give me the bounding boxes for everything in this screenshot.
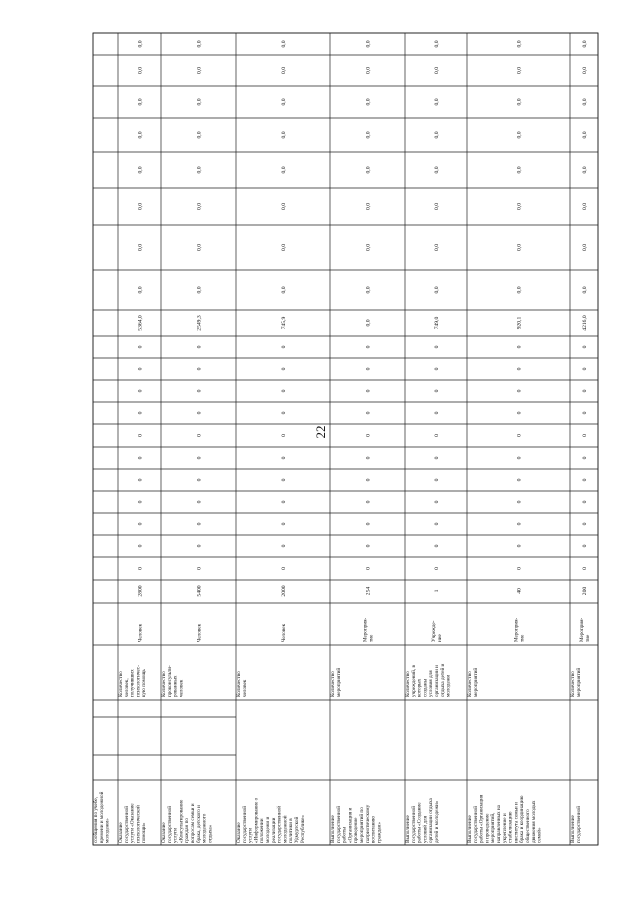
row-description-line: работы «Создание: [416, 802, 423, 843]
row-zero-value: 0: [196, 434, 203, 437]
row-finance-value: 0,0: [434, 98, 440, 106]
row-indicator: [161, 665, 184, 697]
row-description-line: Выполнение: [405, 815, 411, 843]
row-description-line: реализации: [270, 817, 277, 843]
row-description-line: граждан по: [184, 818, 191, 843]
row-zero-value: 0: [516, 522, 523, 526]
row-zero-value: 0: [582, 567, 588, 570]
row-indicator-line: Количество: [161, 671, 167, 697]
row-description-line: молодежи и: [265, 816, 271, 843]
row-indicator-line: человек: [241, 679, 248, 697]
row-finance-value: 0,0: [137, 166, 144, 174]
row-finance-value: 0,0: [281, 40, 287, 48]
row-finance-value: 0,0: [196, 203, 203, 210]
row-finance-value: 0,0: [434, 40, 440, 48]
row-zero-value: 0: [137, 544, 144, 548]
row-finance-value: 0,0: [137, 131, 144, 139]
row-zero-value: 0: [434, 456, 440, 460]
row-zero-value: 0: [137, 500, 144, 504]
row-finance-value: 0,0: [516, 286, 523, 294]
row-indicator-line: учреждений, в: [410, 665, 417, 697]
row-zero-value: 0: [434, 389, 440, 393]
row-zero-value: 0: [281, 434, 287, 437]
row-finance-value: 0,0: [196, 166, 203, 174]
row-zero-value: 0: [365, 478, 372, 482]
row-finance-value: 0,0: [137, 203, 144, 210]
row-finance-value: 0,0: [137, 67, 144, 74]
row-unit-line: ние: [436, 634, 443, 642]
row-finance-value: 0,0: [516, 40, 523, 48]
row-zero-value: 0: [434, 500, 440, 504]
row-zero-value: 0: [281, 567, 287, 570]
row-zero-value: 0: [281, 478, 287, 482]
row-zero-value: 0: [365, 500, 372, 504]
row-description: [405, 797, 440, 843]
row-description-line: института семьи и: [513, 802, 520, 843]
row-zero-value: 0: [196, 567, 203, 570]
row-zero-value: 0: [137, 434, 144, 437]
row-zero-value: 0: [196, 411, 203, 415]
row-description-line: «Организация и: [347, 807, 354, 843]
row-zero-value: 0: [516, 478, 523, 482]
row-description-line: Выполнение: [330, 815, 336, 843]
row-plan-value: 254: [365, 586, 372, 596]
row-zero-value: 0: [281, 522, 287, 526]
row-zero-value: 0: [582, 434, 588, 437]
row-zero-value: 0: [434, 522, 440, 526]
row-finance-value: 0,0: [365, 166, 372, 174]
row-finance-value: 0,0: [365, 286, 372, 294]
row-description-line: мероприятий по: [359, 807, 365, 843]
row-finance-value: 0,0: [582, 40, 588, 48]
row-unit-line: тие: [584, 634, 591, 642]
row-finance-value: 0,0: [434, 166, 440, 174]
row-description-line: государственной: [472, 806, 479, 843]
row-indicator-line: мероприятий: [335, 667, 342, 697]
row-description-line: и проведение: [484, 813, 491, 843]
row-unit: [138, 623, 144, 642]
row-indicator-line: отдыха детей и: [439, 663, 446, 697]
row-zero-value: 0: [281, 367, 287, 371]
row-unit-line: Человек: [137, 623, 144, 642]
row-description: [161, 799, 213, 843]
row-indicator-line: рованных: [172, 675, 179, 697]
row-zero-value: 0: [365, 567, 372, 570]
row-zero-value: 0: [365, 544, 372, 548]
row-description-line: психологической: [135, 805, 142, 843]
row-description-line: времени и молодежной: [98, 791, 105, 843]
row-unit: [363, 617, 375, 642]
row-zero-value: 0: [196, 478, 203, 482]
row-zero-value: 0: [434, 345, 440, 349]
row-unit-line: Человек: [281, 623, 287, 642]
row-description-line: патриотическому: [364, 804, 371, 843]
row-zero-value: 0: [281, 345, 287, 349]
row-indicator-line: психологичес-: [135, 665, 142, 697]
row-description: [118, 803, 147, 843]
row-finance-value: 0,0: [365, 203, 372, 210]
row-zero-value: 0: [365, 345, 372, 349]
row-zero-value: 0: [281, 500, 287, 504]
row-finance-value: 0,0: [281, 244, 287, 251]
row-finance-value: 0,0: [434, 244, 440, 251]
row-description-line: воспитанию: [370, 815, 377, 843]
row-zero-value: 0: [434, 434, 440, 437]
row-unit-line: Человек: [196, 623, 203, 642]
row-zero-value: 0: [582, 456, 588, 460]
row-description-line: сообщения по учебе,: [93, 796, 99, 843]
page-number: 22: [313, 425, 328, 439]
row-zero-value: 0: [365, 389, 372, 393]
row-zero-value: 0: [281, 411, 287, 415]
row-finance-value: 0,0: [281, 131, 287, 139]
row-zero-value: 0: [516, 567, 523, 570]
row-finance-value: 0,0: [516, 131, 523, 139]
row-description-line: политики в: [288, 818, 295, 843]
row-finance-value: 0,0: [137, 244, 144, 251]
row-zero-value: 0: [365, 434, 372, 437]
row-amount-value: 4216,0: [582, 315, 588, 331]
row-unit-line: Мероприя-: [579, 617, 586, 642]
row-description-line: укрепление и: [501, 813, 508, 843]
row-finance-value: 0,0: [365, 67, 372, 74]
row-amount-value: 749,0: [434, 316, 440, 330]
row-zero-value: 0: [137, 389, 144, 393]
row-indicator-line: получивших: [129, 669, 136, 697]
row-zero-value: 0: [137, 567, 144, 570]
row-unit-line: Мероприя-: [362, 617, 369, 642]
row-description-line: направленных на: [496, 805, 502, 843]
row-description-line: брака, детского и: [195, 805, 202, 843]
row-unit: [281, 623, 287, 642]
row-description-line: государственной: [575, 806, 582, 843]
row-zero-value: 0: [434, 411, 440, 415]
row-finance-value: 0,0: [582, 286, 588, 294]
row-zero-value: 0: [196, 544, 203, 548]
row-zero-value: 0: [365, 456, 372, 460]
row-finance-value: 0,0: [365, 244, 372, 251]
row-indicator-line: Количество: [467, 671, 473, 697]
row-zero-value: 0: [137, 345, 144, 349]
row-description: [467, 794, 543, 843]
row-finance-value: 0,0: [196, 131, 203, 139]
row-finance-value: 0,0: [434, 286, 440, 294]
row-finance-value: 0,0: [137, 286, 144, 294]
row-description-line: Удмуртской: [294, 816, 300, 843]
row-zero-value: 0: [582, 522, 588, 526]
row-plan-value: 1: [434, 589, 440, 593]
row-description-line: условий для: [422, 816, 429, 843]
row-description-line: Выполнение: [467, 815, 473, 843]
row-description-line: работы «Организация: [478, 794, 485, 843]
row-description-line: общественного: [525, 809, 531, 843]
row-indicator-line: кую помощь: [141, 669, 148, 697]
row-zero-value: 0: [434, 544, 440, 548]
row-description-line: государственной: [166, 806, 173, 843]
row-zero-value: 0: [516, 367, 523, 371]
row-description-line: мероприятий,: [490, 812, 497, 843]
row-zero-value: 0: [582, 389, 588, 393]
row-unit: [431, 620, 443, 642]
row-zero-value: 0: [582, 500, 588, 504]
row-finance-value: 0,0: [516, 166, 523, 174]
row-description-line: стабилизацию: [507, 811, 514, 843]
row-zero-value: 0: [516, 434, 523, 437]
row-description-line: государственной: [276, 806, 283, 843]
row-finance-value: 0,0: [196, 40, 203, 48]
row-description-line: Оказание: [161, 822, 167, 843]
row-finance-value: 0,0: [281, 98, 287, 106]
row-zero-value: 0: [137, 456, 144, 460]
row-finance-value: 0,0: [365, 40, 372, 48]
row-description-line: помощи»: [141, 822, 148, 843]
row-indicator-line: проконсульти-: [166, 665, 173, 697]
row-zero-value: 0: [365, 522, 372, 526]
row-indicator-line: организации и: [434, 665, 440, 697]
row-zero-value: 0: [137, 478, 144, 482]
row-description: [330, 804, 382, 843]
row-amount-value: 0,0: [365, 319, 372, 327]
row-unit: [197, 623, 203, 642]
row-description-line: государственной: [335, 806, 342, 843]
row-zero-value: 0: [582, 411, 588, 415]
row-description-line: услуги «Оказание: [129, 803, 136, 843]
row-indicator: [467, 668, 479, 697]
row-zero-value: 0: [516, 411, 523, 415]
row-finance-value: 0,0: [516, 203, 523, 210]
row-zero-value: 0: [582, 478, 588, 482]
row-zero-value: 0: [434, 367, 440, 371]
row-zero-value: 0: [137, 522, 144, 526]
row-finance-value: 0,0: [516, 98, 523, 106]
row-indicator-line: человек: [178, 679, 185, 697]
row-description-line: граждан»: [376, 822, 383, 843]
row-unit-line: тие: [519, 634, 526, 642]
row-description-line: движения молодых: [530, 800, 537, 843]
row-plan-value: 2000: [281, 585, 287, 597]
row-amount-value: 5364,0: [137, 315, 144, 331]
row-indicator-line: Количество: [405, 671, 411, 697]
row-unit-line: Учрежде-: [431, 620, 438, 642]
row-indicator-line: Количество: [570, 671, 576, 697]
row-description-line: работы: [341, 827, 348, 843]
row-unit-line: Мероприя-: [513, 617, 520, 642]
row-description-line: услуги: [247, 828, 254, 843]
row-zero-value: 0: [516, 544, 523, 548]
row-finance-value: 0,0: [137, 40, 144, 48]
row-indicator-line: Количество: [330, 671, 336, 697]
row-finance-value: 0,0: [196, 67, 203, 74]
row-finance-value: 0,0: [516, 67, 523, 74]
row-indicator-line: Количество: [236, 671, 242, 697]
row-description-line: молодежного: [201, 813, 208, 843]
row-indicator: [118, 665, 147, 697]
row-indicator-line: мероприятий: [472, 667, 479, 697]
row-unit-line: тие: [368, 634, 375, 642]
row-zero-value: 0: [137, 367, 144, 371]
row-finance-value: 0,0: [582, 67, 588, 74]
row-zero-value: 0: [281, 389, 287, 393]
row-description-line: Республике»: [299, 814, 306, 843]
row-description: [570, 806, 582, 843]
row-zero-value: 0: [196, 456, 203, 460]
row-zero-value: 0: [582, 367, 588, 371]
row-plan-value: 2800: [137, 585, 144, 597]
row-description-line: Оказание: [118, 822, 124, 843]
row-zero-value: 0: [281, 456, 287, 460]
row-description-line: проведение: [353, 817, 360, 843]
row-indicator-line: созданы: [422, 678, 429, 697]
row-indicator: [405, 663, 452, 697]
row-zero-value: 0: [434, 567, 440, 570]
row-finance-value: 0,0: [434, 67, 440, 74]
row-zero-value: 0: [196, 345, 203, 349]
row-zero-value: 0: [196, 367, 203, 371]
row-zero-value: 0: [516, 500, 523, 504]
row-finance-value: 0,0: [281, 286, 287, 294]
row-description-line: семей»: [536, 827, 543, 843]
row-finance-value: 0,0: [434, 131, 440, 139]
row-description-line: Оказание: [236, 822, 242, 843]
row-finance-value: 0,0: [281, 67, 287, 74]
row-zero-value: 0: [582, 544, 588, 548]
row-finance-value: 0,0: [196, 98, 203, 106]
row-finance-value: 0,0: [365, 98, 372, 106]
row-indicator-line: человек,: [123, 678, 130, 697]
row-finance-value: 0,0: [281, 203, 287, 210]
row-indicator-line: молодежи: [445, 674, 452, 697]
row-description-line: молодежи»: [104, 818, 111, 843]
row-zero-value: 0: [434, 478, 440, 482]
row-indicator-line: Количество: [118, 671, 124, 697]
row-plan-value: 200: [582, 586, 588, 596]
row-plan-value: 40: [516, 588, 523, 594]
row-description: [236, 797, 306, 843]
row-finance-value: 0,0: [434, 203, 440, 210]
row-description-line: услуги: [172, 828, 179, 843]
row-description-line: детей и молодежи»: [434, 800, 440, 843]
row-description-line: вопросам семьи и: [190, 803, 196, 843]
row-finance-value: 0,0: [196, 244, 203, 251]
row-zero-value: 0: [281, 544, 287, 548]
row-zero-value: 0: [196, 389, 203, 393]
row-zero-value: 0: [365, 411, 372, 415]
row-description-line: государственной: [410, 806, 417, 843]
row-finance-value: 0,0: [281, 166, 287, 174]
row-finance-value: 0,0: [365, 131, 372, 139]
row-amount-value: 745,9: [281, 316, 287, 330]
row-zero-value: 0: [196, 500, 203, 504]
row-description-line: Выполнение: [570, 815, 576, 843]
row-description-line: молодежной: [282, 815, 289, 843]
row-finance-value: 0,0: [137, 98, 144, 106]
row-description-line: «Информирование о: [253, 797, 260, 843]
row-amount-value: 920,1: [516, 316, 523, 330]
row-zero-value: 0: [516, 389, 523, 393]
row-finance-value: 0,0: [582, 244, 588, 251]
row-description-line: организации отдыха: [428, 798, 435, 843]
row-description-line: государственной: [241, 806, 248, 843]
row-finance-value: 0,0: [582, 166, 588, 174]
row-description-line: государственной: [123, 806, 130, 843]
row-zero-value: 0: [365, 367, 372, 371]
row-description-line: «Консультирование: [178, 799, 185, 843]
row-description: [92, 791, 111, 843]
row-description-line: брака и координацию: [519, 795, 526, 843]
row-zero-value: 0: [137, 411, 144, 415]
row-indicator-line: условия для: [428, 670, 435, 697]
table-frame: [93, 33, 598, 845]
row-description-line: отдыха»: [207, 824, 214, 843]
row-finance-value: 0,0: [516, 244, 523, 251]
row-unit: [579, 617, 591, 642]
row-finance-value: 0,0: [582, 131, 588, 139]
row-zero-value: 0: [582, 345, 588, 349]
row-indicator: [570, 668, 582, 697]
row-indicator: [236, 671, 248, 697]
row-indicator-line: которых: [416, 678, 423, 697]
row-finance-value: 0,0: [582, 98, 588, 106]
row-unit: [514, 617, 526, 642]
row-finance-value: 0,0: [196, 286, 203, 294]
row-zero-value: 0: [196, 522, 203, 526]
row-finance-value: 0,0: [582, 203, 588, 210]
row-zero-value: 0: [516, 456, 523, 460]
row-indicator-line: мероприятий: [575, 667, 582, 697]
row-amount-value: 2549,3: [196, 315, 203, 331]
row-zero-value: 0: [516, 345, 523, 349]
row-indicator: [330, 668, 342, 697]
row-plan-value: 5400: [196, 585, 203, 597]
row-description-line: положении: [259, 818, 266, 843]
